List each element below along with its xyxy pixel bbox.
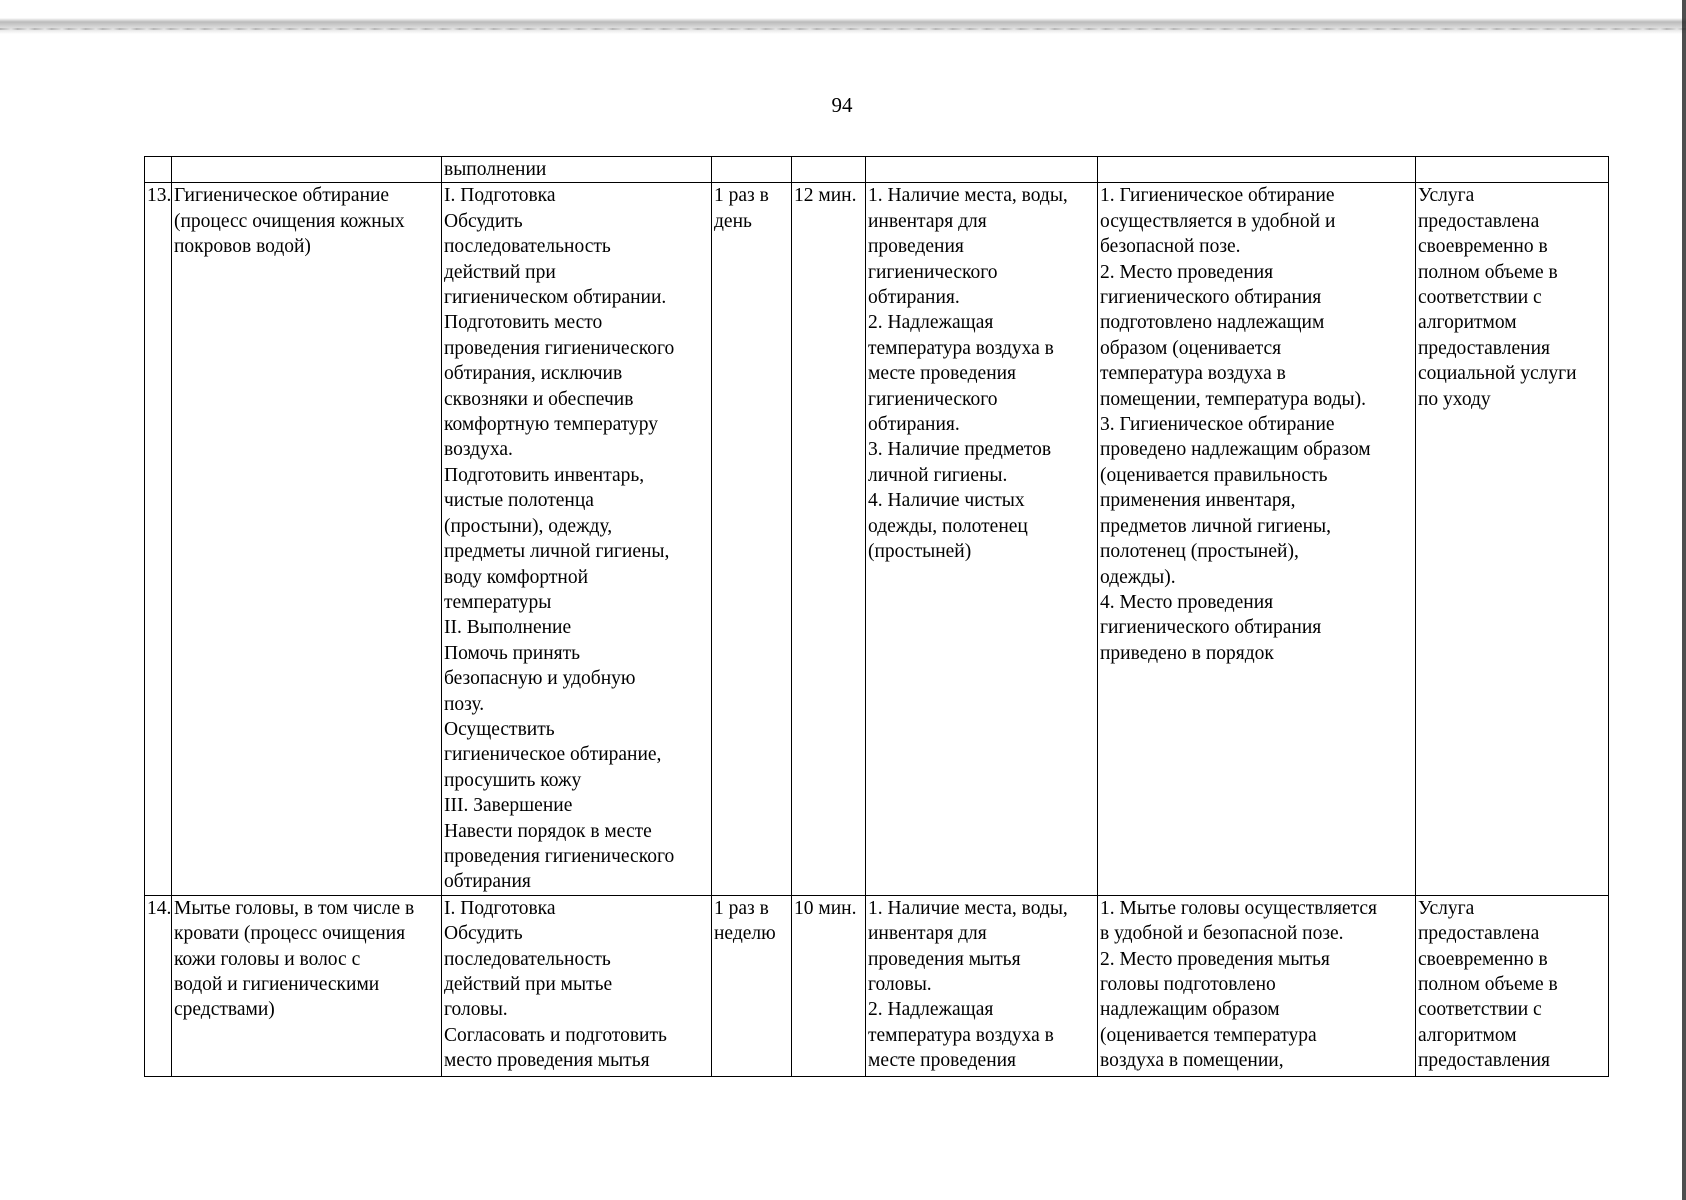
table-row: [145, 895, 1609, 1076]
conditions-text: 1. Наличие места, воды, инвентаря для проведения мытья головы. 2. Надлежащая температура воздуха в месте проведения: [866, 895, 1098, 1076]
scan-right-edge: [1682, 0, 1686, 1200]
result-text: Услуга предоставлена своевременно в полном объеме в соответствии с алгоритмом предоставления: [1416, 895, 1609, 1076]
cont-quality-cell: [1098, 157, 1416, 183]
table-row: [145, 183, 1609, 895]
cont-procedure-text: выполнении: [444, 159, 547, 180]
row-number: 13.: [145, 183, 172, 895]
cont-result-cell: [1416, 157, 1609, 183]
quality-text: 1. Гигиеническое обтирание осуществляется в удобной и безопасной позе. 2. Место проведения гигиенического обтирания подготовлено надлежащим образом (оценивается температура воздуха в помещении, температура воды). 3. Гигиеническое обтирание проведено надлежащим образом (оценивается правильность применения инвентаря, предметов личной гигиены, полотенец (простыней), одежды). 4. Место проведения гигиенического обтирания приведено в порядок: [1098, 183, 1416, 895]
quality-text: 1. Мытье головы осуществляется в удобной и безопасной позе. 2. Место проведения мытья головы подготовлено надлежащим образом (оценивается температура воздуха в помещении,: [1098, 895, 1416, 1076]
row-number: 14.: [145, 895, 172, 1076]
scan-top-noise: [0, 28, 1686, 30]
service-name: Мытье головы, в том числе в кровати (процесс очищения кожи головы и волос с водой и гигиеническими средствами): [172, 895, 442, 1076]
procedure-text: I. Подготовка Обсудить последовательность действий при мытье головы. Согласовать и подготовить место проведения мытья: [442, 895, 712, 1076]
procedure-text: I. Подготовка Обсудить последовательность действий при гигиеническом обтирании. Подготовить место проведения гигиенического обтирания, исключив сквозняки и обеспечив комфортную температуру воздуха. Подготовить инвентарь, чистые полотенца (простыни), одежду, предметы личной гигиены, воду комфортной температуры II. Выполнение Помочь принять безопасную и удобную позу. Осуществить гигиеническое обтирание, просушить кожу III. Завершение Навести порядок в месте проведения гигиенического обтирания: [442, 183, 712, 895]
conditions-text: 1. Наличие места, воды, инвентаря для проведения гигиенического обтирания. 2. Надлежащая температура воздуха в месте проведения гигиенического обтирания. 3. Наличие предметов личной гигиены. 4. Наличие чистых одежды, полотенец (простыней): [866, 183, 1098, 895]
continuation-row: [145, 157, 1609, 183]
service-name: Гигиеническое обтирание (процесс очищения кожных покровов водой): [172, 183, 442, 895]
services-table: [144, 156, 1609, 1077]
periodicity: 1 раз в день: [712, 183, 792, 895]
page-number: 94: [831, 93, 853, 117]
scan-top-edge: [0, 0, 1686, 46]
cont-procedure-cell: [442, 157, 712, 183]
cont-duration-cell: [792, 157, 866, 183]
cont-conditions-cell: [866, 157, 1098, 183]
cont-number-cell: [145, 157, 172, 183]
periodicity: 1 раз в неделю: [712, 895, 792, 1076]
duration: 10 мин.: [792, 895, 866, 1076]
cont-name-cell: [172, 157, 442, 183]
cont-periodicity-cell: [712, 157, 792, 183]
result-text: Услуга предоставлена своевременно в полном объеме в соответствии с алгоритмом предоставления социальной услуги по уходу: [1416, 183, 1609, 895]
duration: 12 мин.: [792, 183, 866, 895]
